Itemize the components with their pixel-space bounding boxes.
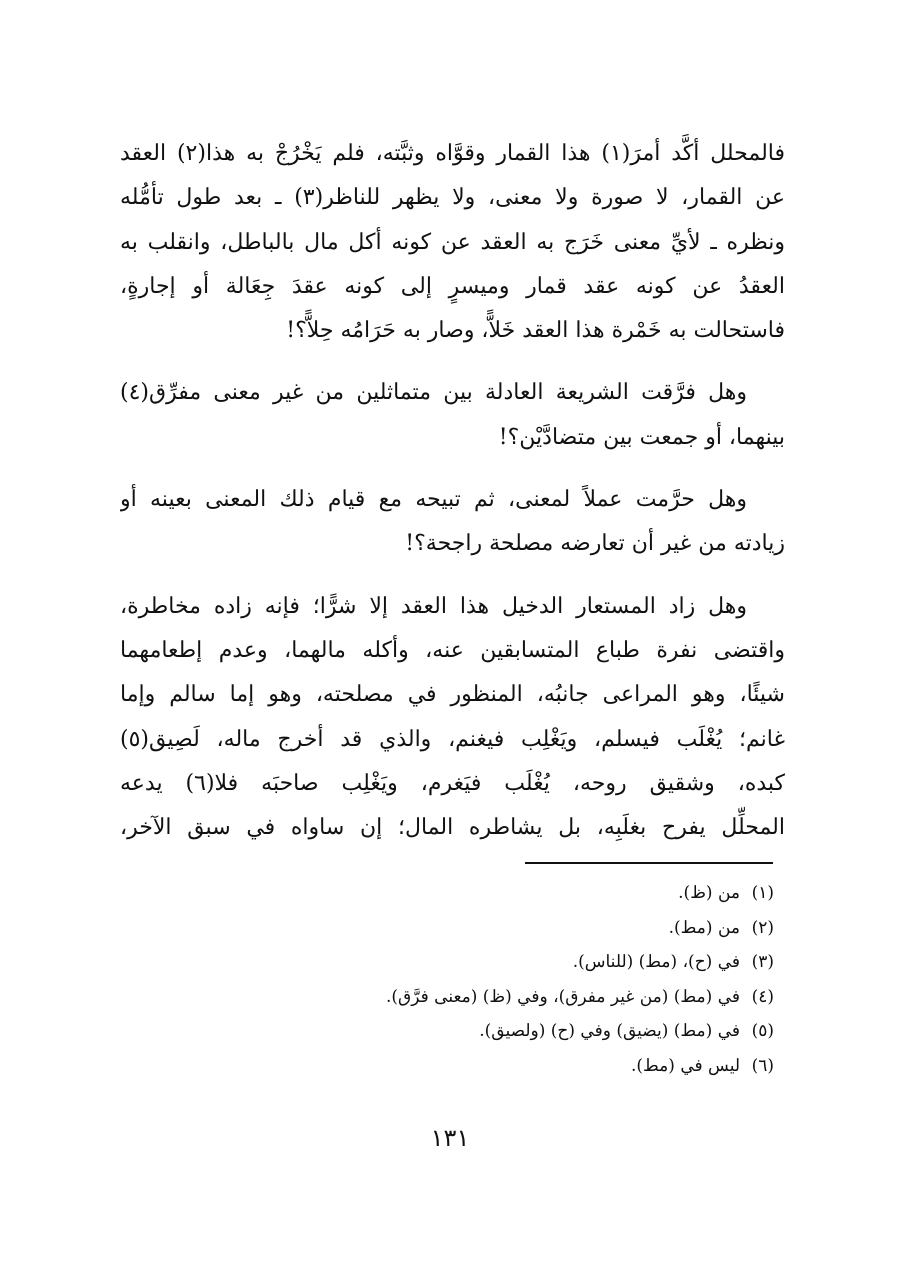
text-line: شيئًا، وهو المراعى جانبُه، المنظور في مصلحته، وهو إما سالم وإما — [120, 682, 785, 708]
text-line: ونظره ـ لأيِّ معنى خَرَج به العقد عن كونه أكل مال بالباطل، وانقلب به — [120, 229, 785, 255]
footnote-number: (٥) — [751, 1021, 774, 1041]
text-line: فالمحلل أكَّد أمرَ(١) هذا القمار وقوَّاه وثبَّته، فلم يَخْرُجْ به هذا(٢) العقد — [120, 141, 785, 166]
text-line: وهل فرَّقت الشريعة العادلة بين متماثلين من غير معنى مفرِّق(٤) — [120, 380, 747, 406]
footnote-text: في (ح)، (مط) (للناس). — [572, 952, 740, 972]
text-line: بينهما، أو جمعت بين متضادَّيْن؟! — [498, 424, 785, 450]
text-line: واقتضى نفرة طباع المتسابقين عنه، وأكله مالهما، وعدم إطعامهما — [120, 637, 785, 663]
footnotes — [254, 876, 774, 1083]
text-line: عن القمار، لا صورة ولا معنى، ولا يظهر للناظر(٣) ـ بعد طول تأمُّله — [120, 185, 785, 211]
text-line: وهل حرَّمت عملاً لمعنى، ثم تبيحه مع قيام ذلك المعنى بعينه أو — [120, 487, 747, 513]
footnote-text: في (مط) (يضيق) وفي (ح) (ولصيق). — [479, 1021, 740, 1041]
footnote-number: (٤) — [751, 986, 774, 1007]
footnote-number: (٢) — [751, 917, 774, 938]
text-line: فاستحالت به خَمْرة هذا العقد خَلاًّ، وصار به حَرَامُه حِلاًّ؟! — [286, 318, 785, 344]
text-line: العقدُ عن كونه عقد قمار وميسرٍ إلى كونه عقدَ جِعَالة أو إجارةٍ، — [120, 273, 785, 299]
footnote — [254, 945, 774, 980]
footnote-number: (٣) — [751, 952, 774, 972]
paragraph-3 — [120, 478, 785, 567]
footnote — [254, 911, 774, 946]
text-line: المحلِّل يفرح بغلَبِه، بل يشاطره المال؛ إن ساواه في سبق الآخر، — [120, 815, 785, 841]
paragraph-2 — [120, 371, 785, 460]
text-line: كبده، وشقيق روحه، يُغْلَب فيَغرم، ويَغْلِب صاحبَه فلا(٦) يدعه — [120, 770, 785, 796]
footnote-number: (٦) — [751, 1055, 774, 1076]
page-number: ١٣١ — [430, 1124, 470, 1152]
footnote — [254, 980, 774, 1015]
text-line: وهل زاد المستعار الدخيل هذا العقد إلا شرًّا؛ فإنه زاده مخاطرة، — [120, 593, 747, 619]
footnote — [254, 1049, 774, 1084]
footnote-divider — [525, 862, 773, 864]
text-line: غانم؛ يُغْلَب فيسلم، ويَغْلِب فيغنم، والذي قد أخرج ماله، لَصِيق(٥) — [120, 726, 785, 752]
paragraph-4 — [120, 585, 785, 851]
footnote-text: ليس في (مط). — [631, 1055, 740, 1076]
text-line: زيادته من غير أن تعارضه مصلحة راجحة؟! — [405, 531, 785, 557]
main-text — [120, 132, 785, 868]
footnote-text: في (مط) (من غير مفرق)، وفي (ظ) (معنى فرَّق). — [386, 986, 740, 1007]
footnote — [254, 1014, 774, 1049]
footnote-text: من (ظ). — [678, 883, 740, 903]
footnote — [254, 876, 774, 911]
footnote-number: (١) — [751, 883, 774, 903]
footnote-text: من (مط). — [668, 917, 740, 938]
paragraph-1 — [120, 132, 785, 353]
